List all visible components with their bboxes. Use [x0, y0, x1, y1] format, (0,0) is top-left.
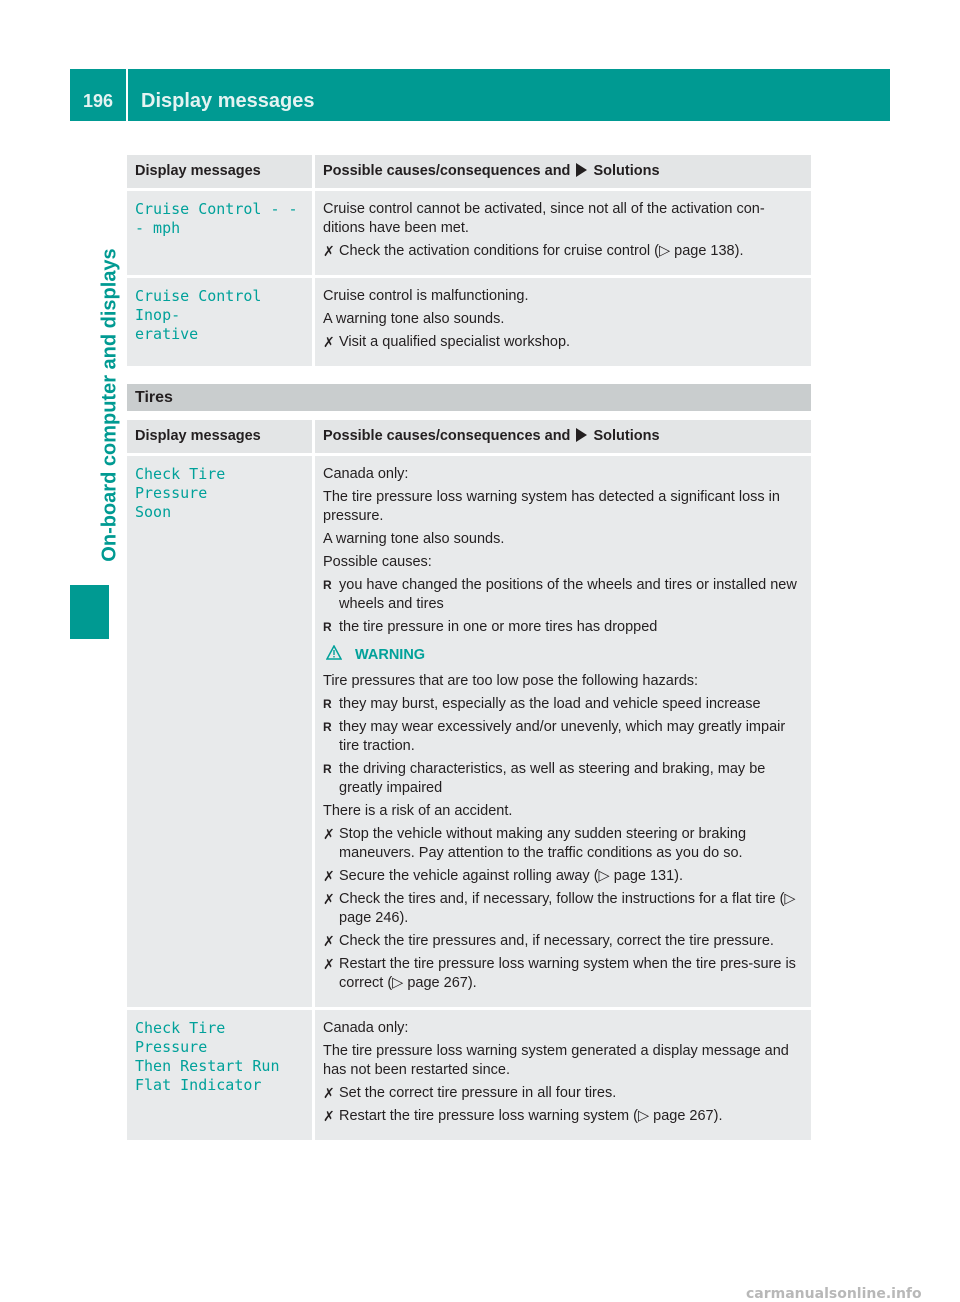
instruction-step	[323, 1084, 803, 1103]
step-text: Set the correct tire pressure in all four tires.	[339, 1085, 617, 1101]
step-arrow-icon: ✗	[323, 956, 335, 972]
instruction-step	[323, 890, 803, 928]
table-row	[127, 278, 811, 366]
bullet-item	[323, 718, 803, 756]
cause-text: The tire pressure loss warning system generated a display message and has not been restarted since.	[323, 1043, 789, 1078]
bullet-item	[323, 695, 803, 714]
cause-text: The tire pressure loss warning system has detected a significant loss in pressure.	[323, 489, 780, 524]
step-text: Restart the tire pressure loss warning system (▷ page 267).	[339, 1108, 723, 1124]
cause-text: A warning tone also sounds.	[323, 311, 505, 327]
solution-cell	[315, 456, 811, 1007]
warning-triangle-icon	[323, 645, 355, 666]
cause-text: Canada only:	[323, 1020, 409, 1036]
instruction-step	[323, 825, 803, 863]
step-text: Visit a qualified specialist workshop.	[339, 334, 571, 350]
cause-text: Canada only:	[323, 466, 409, 482]
step-text: Check the tire pressures and, if necessary, correct the tire pressure.	[339, 933, 774, 949]
display-message-line: Cruise Control - -	[135, 200, 298, 218]
display-message-line: Flat Indicator	[135, 1076, 262, 1094]
bullet-item	[323, 618, 803, 637]
bullet-item	[323, 576, 803, 614]
step-text: Check the tires and, if necessary, follow the instructions for a flat tire (▷ page 246).	[339, 891, 796, 926]
bullet-icon: R	[323, 762, 332, 776]
bullet-icon: R	[323, 697, 332, 711]
display-message-line: Cruise Control Inop‐	[135, 287, 262, 324]
cause-text: Tire pressures that are too low pose the following hazards:	[323, 673, 699, 689]
table-row	[127, 191, 811, 275]
page-title: Display messages	[141, 90, 315, 112]
table-header-row	[127, 155, 811, 188]
solution-cell	[315, 278, 811, 366]
warning-heading	[323, 645, 803, 666]
instruction-step	[323, 242, 803, 261]
chapter-side-title: On-board computer and displays	[98, 248, 121, 562]
instruction-step	[323, 955, 803, 993]
step-arrow-icon: ✗	[323, 826, 335, 842]
display-message-line: erative	[135, 325, 199, 343]
step-text: Check the activation conditions for cruise control (▷ page 138).	[339, 243, 744, 259]
column-header-solutions-label: Solutions	[593, 163, 660, 179]
table-row	[127, 1010, 811, 1140]
solution-cell	[315, 1010, 811, 1140]
step-arrow-icon: ✗	[323, 1085, 335, 1101]
display-messages-table-cruise	[127, 155, 811, 366]
instruction-step	[323, 1107, 803, 1126]
step-text: Restart the tire pressure loss warning system when the tire pres-sure is correct (▷ page 267).	[339, 956, 796, 991]
step-arrow-icon	[576, 428, 587, 442]
bullet-icon: R	[323, 578, 332, 592]
bullet-text: you have changed the positions of the wheels and tires or installed new wheels and tires	[339, 577, 797, 612]
bullet-item	[323, 760, 803, 798]
display-messages-table-tires	[127, 420, 811, 1140]
header-divider	[126, 69, 128, 121]
bullet-text: they may burst, especially as the load and vehicle speed increase	[339, 696, 761, 712]
page-header	[70, 69, 890, 121]
instruction-step	[323, 867, 803, 886]
instruction-step	[323, 932, 803, 951]
step-arrow-icon: ✗	[323, 1108, 335, 1124]
cause-text: There is a risk of an accident.	[323, 803, 513, 819]
step-text: Stop the vehicle without making any sudden steering or braking maneuvers. Pay attention to the traffic conditions as you do so.	[339, 826, 747, 861]
bullet-text: the driving characteristics, as well as steering and braking, may be greatly impaired	[339, 761, 766, 796]
display-message-cell	[127, 278, 312, 366]
instruction-step	[323, 333, 803, 352]
display-message-cell	[127, 191, 312, 275]
column-header-causes-label: Possible causes/consequences and	[323, 163, 571, 179]
table-header-row	[127, 420, 811, 453]
display-message-line: Check Tire Pressure	[135, 465, 226, 502]
bullet-text: they may wear excessively and/or unevenly, which may greatly impair tire traction.	[339, 719, 786, 754]
column-header-causes-label: Possible causes/consequences and	[323, 428, 571, 444]
cause-text: Cruise control cannot be activated, since not all of the activation con-ditions have been met.	[323, 201, 765, 236]
step-arrow-icon: ✗	[323, 334, 335, 350]
step-arrow-icon	[576, 163, 587, 177]
column-header-solutions	[315, 155, 811, 188]
bullet-icon: R	[323, 720, 332, 734]
table-row	[127, 456, 811, 1007]
chapter-tab-marker	[70, 585, 109, 639]
cause-text: A warning tone also sounds.	[323, 531, 505, 547]
step-arrow-icon: ✗	[323, 868, 335, 884]
page-number: 196	[82, 91, 114, 111]
display-message-line: - mph	[135, 219, 181, 237]
step-arrow-icon: ✗	[323, 933, 335, 949]
column-header-solutions-label: Solutions	[593, 428, 660, 444]
watermark-text: carmanualsonline.info	[746, 1286, 922, 1302]
display-message-line: Soon	[135, 503, 172, 521]
cause-text: Cruise control is malfunctioning.	[323, 288, 529, 304]
display-message-cell	[127, 456, 312, 1007]
bullet-text: the tire pressure in one or more tires has dropped	[339, 619, 658, 635]
solution-cell	[315, 191, 811, 275]
step-text: Secure the vehicle against rolling away (▷ page 131).	[339, 868, 684, 884]
display-message-cell	[127, 1010, 312, 1140]
bullet-icon: R	[323, 620, 332, 634]
column-header-solutions	[315, 420, 811, 453]
display-message-line: Then Restart Run	[135, 1057, 280, 1075]
column-header-messages: Display messages	[127, 420, 312, 453]
column-header-messages: Display messages	[127, 155, 312, 188]
step-arrow-icon: ✗	[323, 243, 335, 259]
warning-label: WARNING	[355, 647, 426, 663]
display-message-line: Check Tire Pressure	[135, 1019, 226, 1056]
section-title-tires: Tires	[127, 384, 811, 411]
cause-text: Possible causes:	[323, 554, 432, 570]
step-arrow-icon: ✗	[323, 891, 335, 907]
